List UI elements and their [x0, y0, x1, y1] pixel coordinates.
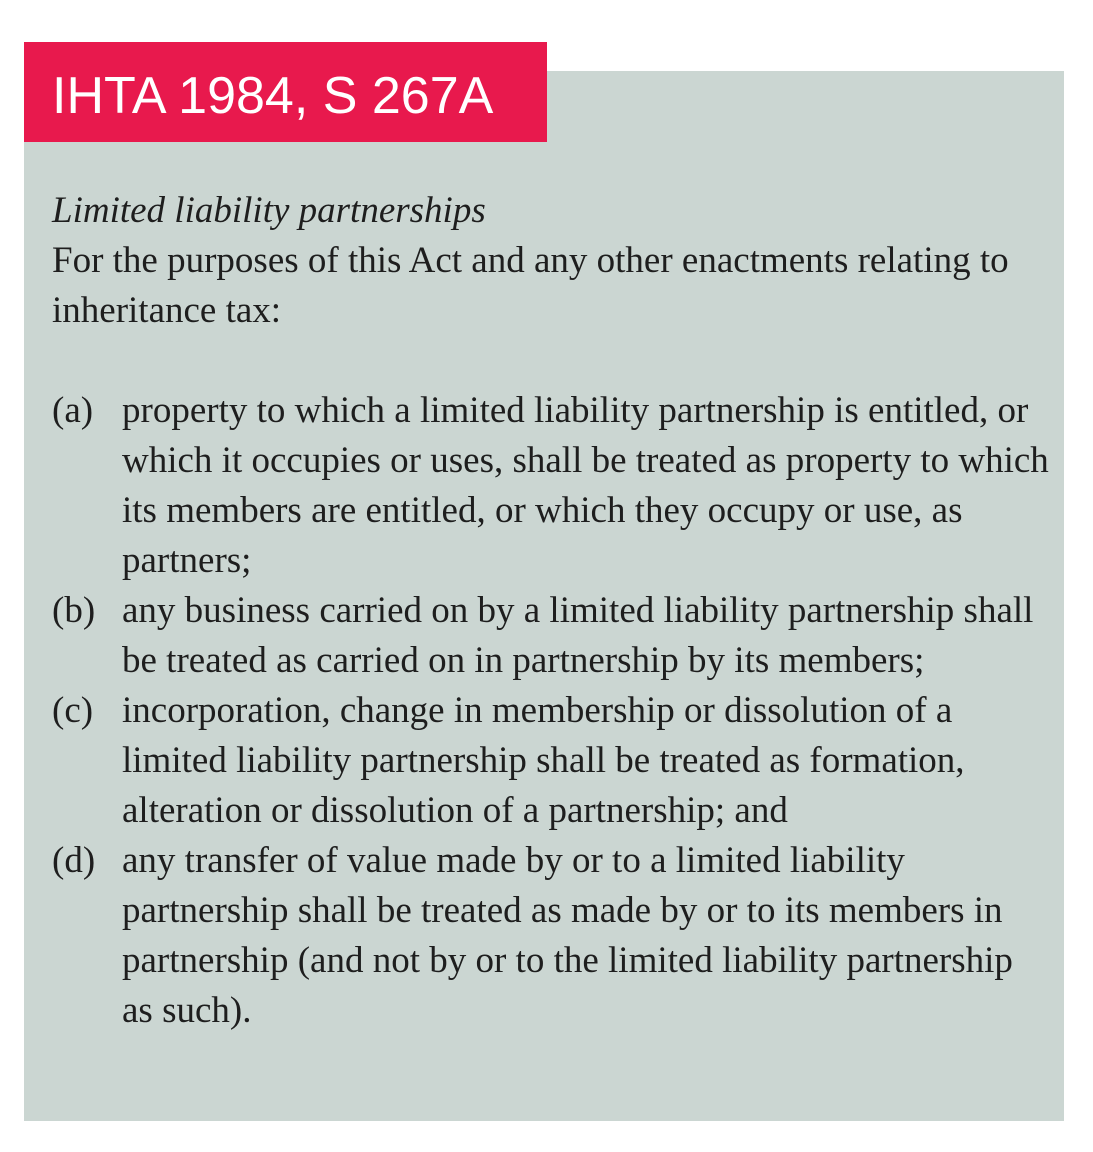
- provision-item-a: [52, 386, 1052, 586]
- provision-text: incorporation, change in membership or dissolution of a limited liability partnership shall be treated as formation, alteration or dissolution of a partnership; and: [122, 690, 965, 831]
- provision-label: (b): [52, 590, 96, 631]
- section-intro: For the purposes of this Act and any other enactments relating to inheritance tax:: [52, 240, 1009, 331]
- statute-title: IHTA 1984, S 267A: [52, 67, 494, 125]
- provision-list: [52, 386, 1052, 1036]
- provision-label: (a): [52, 390, 94, 431]
- section-subtitle: Limited liability partnerships: [52, 190, 486, 231]
- provision-item-d: [52, 836, 1052, 1036]
- provision-text: any transfer of value made by or to a limited liability partnership shall be treated as made by or to its members in partnership (and not by or to the limited liability partnership as such).: [122, 840, 1013, 1031]
- provision-text: any business carried on by a limited liability partnership shall be treated as carried on in partnership by its members;: [122, 590, 1034, 681]
- provision-label: (c): [52, 690, 94, 731]
- provision-text: property to which a limited liability partnership is entitled, or which it occupies or uses, shall be treated as property to which its members are entitled, or which they occupy or use, as partners;: [122, 390, 1049, 581]
- provision-item-b: [52, 586, 1052, 686]
- provision-item-c: [52, 686, 1052, 836]
- statute-body: [52, 186, 1052, 1036]
- provision-label: (d): [52, 840, 96, 881]
